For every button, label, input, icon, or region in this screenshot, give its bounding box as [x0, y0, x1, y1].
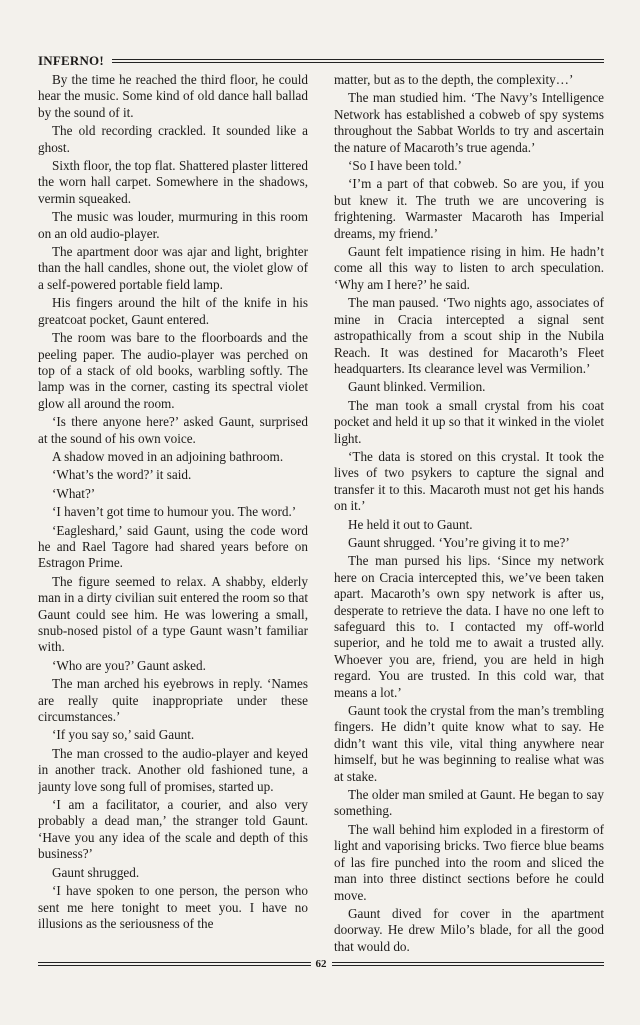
paragraph: Gaunt shrugged. ‘You’re giving it to me?’: [348, 534, 570, 550]
paragraph: His fingers around the hilt of the knife in his greatcoat pocket, Gaunt entered.: [38, 295, 308, 327]
paragraph: The man arched his eyebrows in reply. ‘Names are really quite inappropriate under these circumstances.’: [38, 676, 308, 725]
paragraph: ‘I haven’t got time to humour you. The word.’: [52, 504, 297, 520]
paragraph: The man paused. ‘Two nights ago, associates of mine in Cracia intercepted a signal sent astropathically from a scout ship in the Nubila Reach. It was destined for Macaroth’s Fleet headquarters. Its clearance level was Vermilion.’: [334, 295, 604, 376]
footer-rule-right: [332, 962, 605, 966]
paragraph: Sixth floor, the top flat. Shattered plaster littered the worn hall carpet. Somewhere in the shadows, vermin squeaked.: [38, 158, 308, 206]
page-number: 62: [315, 958, 327, 970]
paragraph: The man crossed to the audio-player and keyed in another track. Another old fashioned tune, a jaunty love song full of promises, started up.: [38, 745, 308, 794]
footer-rule-left: [38, 962, 311, 966]
paragraph: The apartment door was ajar and light, brighter than the hall candles, shone out, the violet glow of a self-powered portable field lamp.: [38, 244, 308, 292]
header-rule: [112, 59, 604, 63]
paragraph: ‘What?’: [52, 485, 96, 501]
paragraph: The man studied him. ‘The Navy’s Intelligence Network has established a cobweb of spy systems throughout the Sabbat Worlds to try and ascertain the nature of Macaroth’s true agenda.’: [334, 90, 604, 155]
paragraph: ‘So I have been told.’: [348, 158, 462, 174]
paragraph: ‘I have spoken to one person, the person who sent me here tonight to meet you. I have no illusions as the seriousness of the: [38, 883, 308, 931]
paragraph: Gaunt took the crystal from the man’s trembling fingers. He didn’t quite know what to say. He didn’t want this vile, vital thing anywhere near himself, but he was beginning to realise what was at stake.: [334, 703, 604, 784]
paragraph: The old recording crackled. It sounded like a ghost.: [38, 123, 308, 155]
paragraph: Gaunt shrugged.: [52, 864, 140, 880]
paragraph-continuation: matter, but as to the depth, the complexity…’: [334, 72, 574, 87]
paragraph: ‘What’s the word?’ it said.: [52, 467, 192, 483]
paragraph: A shadow moved in an adjoining bathroom.: [52, 448, 284, 464]
paragraph: The older man smiled at Gaunt. He began to say something.: [334, 787, 604, 819]
paragraph: He held it out to Gaunt.: [348, 516, 473, 532]
paragraph: Gaunt felt impatience rising in him. He hadn’t come all this way to listen to arch speculation. ‘Why am I here?’ he said.: [334, 244, 604, 292]
paragraph: ‘Eagleshard,’ said Gaunt, using the code word he and Rael Tagore had shared years before on Estragon Prime.: [38, 522, 308, 571]
page-footer: [38, 956, 604, 972]
paragraph: ‘If you say so,’ said Gaunt.: [52, 727, 195, 743]
paragraph: ‘Who are you?’ Gaunt asked.: [52, 657, 206, 673]
paragraph: ‘The data is stored on this crystal. It took the lives of two psykers to capture the signal and transfer it to this. Macaroth must not get his hands on it.’: [334, 448, 604, 514]
paragraph: By the time he reached the third floor, he could hear the music. Some kind of old dance hall ballad by the sound of it.: [38, 72, 308, 120]
paragraph: The wall behind him exploded in a firestorm of light and vaporising bricks. Two fierce blue beams of las fire punched into the room and sliced the man into three distinct sections before he could move.: [334, 821, 604, 903]
right-column: [334, 72, 604, 962]
paragraph: ‘I’m a part of that cobweb. So are you, if you but knew it. The truth we are uncovering is frightening. Warmaster Macaroth has Imperial dreams, my friend.’: [334, 176, 604, 241]
paragraph: The room was bare to the floorboards and the peeling paper. The audio-player was perched on top of a stack of old books, warbling softly. The lamp was in the corner, casting its spectral violet glow all around the room.: [38, 330, 308, 411]
paragraph: The man pursed his lips. ‘Since my network here on Cracia intercepted this, we’ve been taken apart. Macaroth’s own spy network is after us, desperate to retrieve the data. I have no one left to safeguard this to. I contacted my off-world superior, and he told me to await a trusted ally. Whoever you are, friend, you are held in high regard. You are trusted. In this cold war, that means a lot.’: [334, 553, 604, 700]
paragraph: Gaunt blinked. Vermilion.: [348, 379, 486, 395]
paragraph: The man took a small crystal from his coat pocket and held it up so that it winked in the violet light.: [334, 397, 604, 446]
paragraph: The figure seemed to relax. A shabby, elderly man in a dirty civilian suit entered the room so that Gaunt could see him. He was lowering a small, snub-nosed pistol of a type Gaunt wasn’t familiar with.: [38, 573, 308, 655]
left-column: [38, 72, 308, 962]
running-header: [38, 52, 604, 70]
text-columns: [38, 72, 604, 962]
paragraph: The music was louder, murmuring in this room on an old audio-player.: [38, 209, 308, 241]
paragraph: Gaunt dived for cover in the apartment doorway. He drew Milo’s blade, for all the good that would do.: [334, 905, 604, 954]
paragraph: ‘I am a facilitator, a courier, and also very probably a dead man,’ the stranger told Gaunt. ‘Have you any idea of the scale and depth of this business?’: [38, 797, 308, 862]
paragraph: ‘Is there anyone here?’ asked Gaunt, surprised at the sound of his own voice.: [38, 414, 308, 446]
book-title: INFERNO!: [38, 53, 104, 68]
